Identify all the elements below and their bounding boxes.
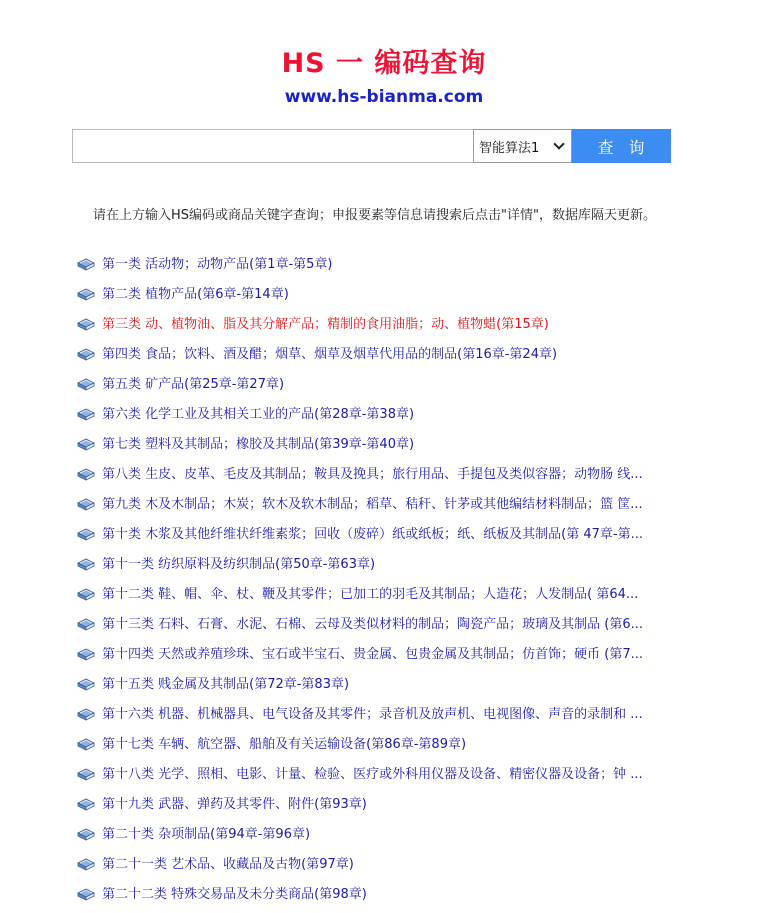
book-icon: [77, 348, 95, 362]
category-item: [77, 430, 697, 460]
category-item: [77, 340, 697, 370]
category-item: [77, 460, 697, 490]
search-button[interactable]: 查 询: [572, 129, 671, 163]
category-item: [77, 520, 697, 550]
category-link[interactable]: 第五类 矿产品(第25章-第27章): [102, 377, 285, 392]
category-item: [77, 850, 697, 880]
category-item: [77, 820, 697, 850]
category-item: [77, 670, 697, 700]
category-link[interactable]: 第二十二类 特殊交易品及未分类商品(第98章): [102, 887, 367, 902]
category-link[interactable]: 第八类 生皮、皮革、毛皮及其制品；鞍具及挽具；旅行用品、手提包及类似容器；动物肠 线...: [102, 467, 643, 482]
category-link[interactable]: 第十二类 鞋、帽、伞、杖、鞭及其零件；已加工的羽毛及其制品；人造花；人发制品( 第64...: [102, 587, 639, 602]
category-link[interactable]: 第七类 塑料及其制品；橡胶及其制品(第39章-第40章): [102, 437, 415, 452]
category-link[interactable]: 第十四类 天然或养殖珍珠、宝石或半宝石、贵金属、包贵金属及其制品；仿首饰；硬币 (第7...: [102, 647, 644, 662]
category-item: [77, 790, 697, 820]
category-item: [77, 370, 697, 400]
category-link[interactable]: 第二十一类 艺术品、收藏品及古物(第97章): [102, 857, 354, 872]
category-item: [77, 250, 697, 280]
category-link[interactable]: 第十类 木浆及其他纤维状纤维素浆；回收（废碎）纸或纸板；纸、纸板及其制品(第 47章-第...: [102, 527, 643, 542]
category-item: [77, 730, 697, 760]
category-link[interactable]: 第十七类 车辆、航空器、船舶及有关运输设备(第86章-第89章): [102, 737, 467, 752]
book-icon: [77, 468, 95, 482]
algorithm-select-value: 智能算法1: [479, 140, 540, 156]
algorithm-select[interactable]: [473, 129, 572, 163]
site-title: HS 一 编码查询: [281, 48, 487, 79]
book-icon: [77, 798, 95, 812]
book-icon: [77, 438, 95, 452]
search-bar: [72, 129, 671, 163]
category-item: [77, 640, 697, 670]
book-icon: [77, 828, 95, 842]
chevron-down-icon: [553, 138, 564, 149]
category-item: [77, 610, 697, 640]
book-icon: [77, 618, 95, 632]
category-link[interactable]: 第六类 化学工业及其相关工业的产品(第28章-第38章): [102, 407, 415, 422]
book-icon: [77, 288, 95, 302]
category-item: [77, 310, 697, 340]
category-item: [77, 400, 697, 430]
category-item: [77, 280, 697, 310]
book-icon: [77, 528, 95, 542]
search-tip: 请在上方输入HS编码或商品关键字查询；申报要素等信息请搜索后点击"详情"，数据库隔天更新。: [93, 208, 656, 223]
book-icon: [77, 378, 95, 392]
book-icon: [77, 588, 95, 602]
category-link[interactable]: 第十八类 光学、照相、电影、计量、检验、医疗或外科用仪器及设备、精密仪器及设备；钟 ...: [102, 767, 643, 782]
book-icon: [77, 558, 95, 572]
category-link[interactable]: 第二类 植物产品(第6章-第14章): [102, 287, 289, 302]
category-link[interactable]: 第十一类 纺织原料及纺织制品(第50章-第63章): [102, 557, 376, 572]
category-item: [77, 700, 697, 730]
book-icon: [77, 648, 95, 662]
category-link[interactable]: 第一类 活动物；动物产品(第1章-第5章): [102, 257, 333, 272]
site-url[interactable]: www.hs-bianma.com: [284, 87, 484, 107]
category-item: [77, 490, 697, 520]
book-icon: [77, 768, 95, 782]
category-link[interactable]: 第二十类 杂项制品(第94章-第96章): [102, 827, 311, 842]
book-icon: [77, 408, 95, 422]
category-item: [77, 880, 697, 910]
book-icon: [77, 318, 95, 332]
category-link[interactable]: 第十五类 贱金属及其制品(第72章-第83章): [102, 677, 350, 692]
category-link[interactable]: 第十九类 武器、弹药及其零件、附件(第93章): [102, 797, 367, 812]
category-item: [77, 550, 697, 580]
category-link[interactable]: 第十三类 石料、石膏、水泥、石棉、云母及类似材料的制品；陶瓷产品；玻璃及其制品 (第6...: [102, 617, 644, 632]
category-link[interactable]: 第四类 食品；饮料、酒及醋；烟草、烟草及烟草代用品的制品(第16章-第24章): [102, 347, 558, 362]
category-link[interactable]: 第九类 木及木制品；木炭；软木及软木制品；稻草、秸秆、针茅或其他编结材料制品；篮 筐...: [102, 497, 643, 512]
book-icon: [77, 678, 95, 692]
book-icon: [77, 498, 95, 512]
category-link[interactable]: 第十六类 机器、机械器具、电气设备及其零件；录音机及放声机、电视图像、声音的录制和 ...: [102, 707, 643, 722]
search-input[interactable]: [72, 129, 473, 163]
category-list: [77, 250, 697, 910]
category-link[interactable]: 第三类 动、植物油、脂及其分解产品；精制的食用油脂；动、植物蜡(第15章): [102, 317, 549, 332]
book-icon: [77, 258, 95, 272]
book-icon: [77, 858, 95, 872]
book-icon: [77, 888, 95, 902]
book-icon: [77, 708, 95, 722]
book-icon: [77, 738, 95, 752]
category-item: [77, 580, 697, 610]
category-item: [77, 760, 697, 790]
